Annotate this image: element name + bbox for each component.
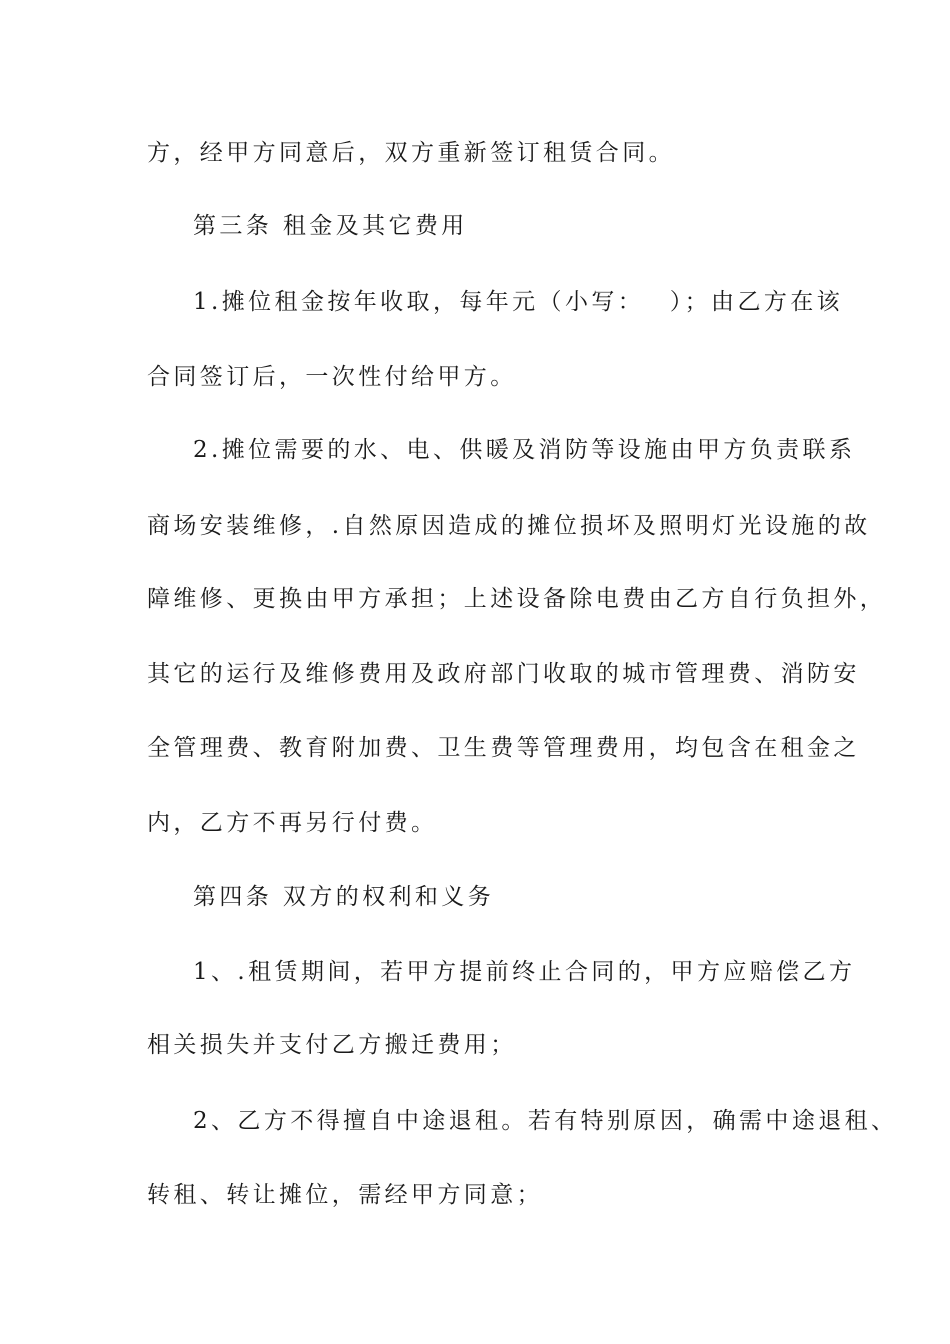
- text-line-10: 内，乙方不再另行付费。: [147, 810, 438, 836]
- text-line-3: 1.摊位租金按年收取，每年元（小写： ）；由乙方在该: [193, 289, 844, 315]
- text-line-15: 转租、转让摊位，需经甲方同意；: [147, 1182, 543, 1208]
- article-heading-3: 第三条 租金及其它费用: [193, 213, 468, 239]
- article-heading-4: 第四条 双方的权利和义务: [193, 884, 495, 910]
- text-line-1: 方，经甲方同意后，双方重新签订租赁合同。: [147, 140, 675, 166]
- text-line-6: 商场安装维修，.自然原因造成的摊位损坏及照明灯光设施的故: [147, 513, 871, 539]
- text-line-7: 障维修、更换由甲方承担；上述设备除电费由乙方自行负担外，: [147, 586, 887, 612]
- text-line-5: 2.摊位需要的水、电、供暖及消防等设施由甲方负责联系: [193, 437, 856, 463]
- text-line-4: 合同签订后，一次性付给甲方。: [147, 364, 517, 390]
- text-line-8: 其它的运行及维修费用及政府部门收取的城市管理费、消防安: [147, 661, 860, 687]
- text-line-13: 相关损失并支付乙方搬迁费用；: [147, 1032, 517, 1058]
- text-line-9: 全管理费、教育附加费、卫生费等管理费用，均包含在租金之: [147, 735, 860, 761]
- text-line-12: 1、.租赁期间，若甲方提前终止合同的，甲方应赔偿乙方: [193, 959, 856, 985]
- text-line-14: 2、乙方不得擅自中途退租。若有特别原因，确需中途退租、: [193, 1108, 898, 1134]
